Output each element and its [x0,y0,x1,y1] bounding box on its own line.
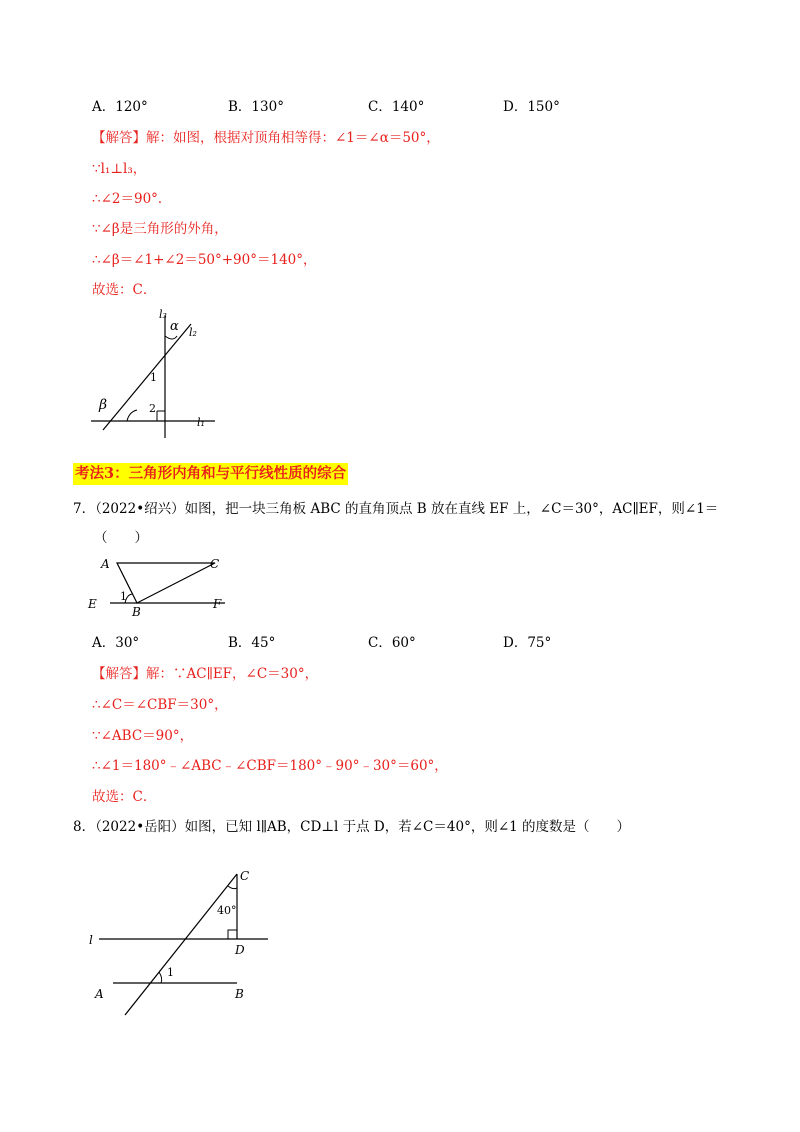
q6-option-a: A．120° [92,99,148,115]
q6-option-d: D．150° [503,99,560,115]
q7-option-a: A．30° [92,635,140,651]
q8-label-l: l [89,933,93,947]
q7-option-d: D．75° [503,635,552,651]
q7-solution-line: ∵∠ABC＝90°， [92,728,194,744]
q6-label-beta: β [99,397,108,413]
q7-label-1: 1 [120,590,127,603]
q8-label-40: 40° [217,904,237,917]
q6-solution-line: ∵l₁⊥l₃， [92,161,147,177]
q6-label-l1: l₁ [197,416,205,429]
q6-solution-line: 【解答】解：如图，根据对顶角相等得：∠1＝∠α＝50°， [92,130,440,146]
q8-label-a: A [95,987,104,1001]
q6-label-l3: l₃ [159,308,167,321]
q7-label-a: A [101,557,110,571]
q6-solution-line: ∴∠2＝90°． [92,191,172,207]
q7-figure [85,550,235,620]
q8-figure [85,860,285,1020]
q6-option-c: C．140° [368,99,425,115]
q7-option-b: B．45° [228,635,276,651]
section-heading: 考法3：三角形内角和与平行线性质的综合 [73,463,348,485]
q7-label-b: B [132,605,141,619]
q6-label-1: 1 [150,371,157,384]
q8-label-1: 1 [167,966,174,979]
q7-label-c: C [210,557,220,571]
q6-figure [85,300,225,440]
q6-label-2: 2 [149,402,156,415]
q7-label-e: E [88,597,97,611]
q8-label-b: B [235,987,244,1001]
q6-solution-line: ∵∠β是三角形的外角， [92,221,228,237]
q7-solution-line: 故选：C． [92,789,157,805]
q7-option-c: C．60° [368,635,416,651]
q7-solution-line: ∴∠1＝180°﹣∠ABC﹣∠CBF＝180°﹣90°﹣30°＝60°， [92,758,448,774]
q6-solution-line: 故选：C． [92,282,157,298]
q6-option-b: B．130° [228,99,284,115]
q7-answer-paren: （ ） [94,530,148,546]
q8-label-d: D [235,943,245,957]
q6-solution-line: ∴∠β＝∠1+∠2＝50°+90°＝140°， [92,252,317,268]
q8-label-c: C [240,869,250,883]
q7-stem: 7．（2022•绍兴）如图，把一块三角板 ABC 的直角顶点 B 放在直线 EF 上，∠C＝30°，AC∥EF，则∠1＝ [73,501,719,517]
q6-label-l2: l₂ [189,326,197,339]
q7-solution-line: ∴∠C＝∠CBF＝30°， [92,697,228,713]
q7-label-f: F [213,597,222,611]
q6-label-alpha: α [170,319,179,334]
q8-stem: 8．（2022•岳阳）如图，已知 l∥AB，CD⊥l 于点 D，若∠C＝40°，则∠1 的度数是（ ） [73,819,631,835]
q7-solution-line: 【解答】解：∵AC∥EF，∠C＝30°， [92,666,319,682]
